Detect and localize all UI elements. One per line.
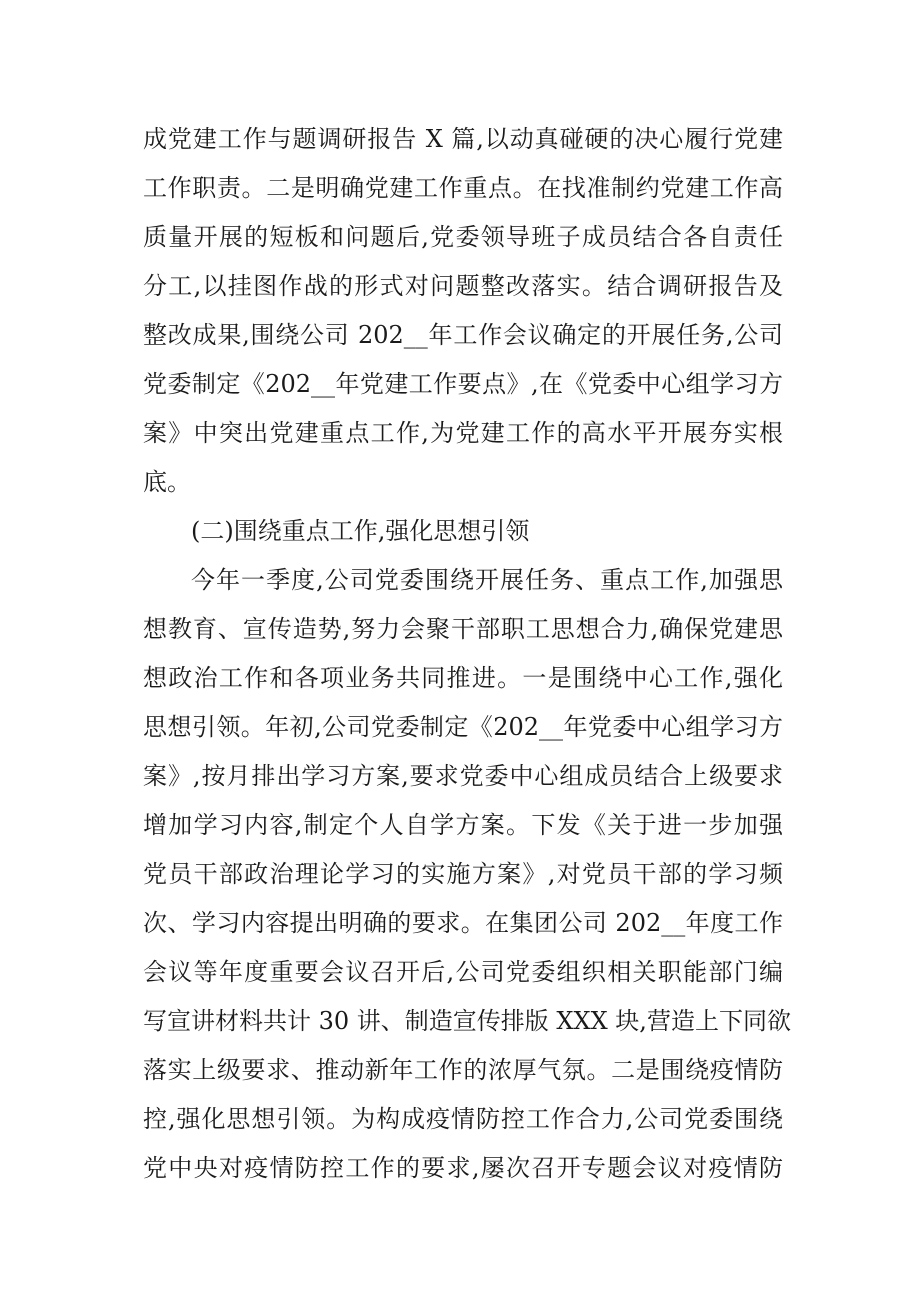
text-line: 分工,以挂图作战的形式对问题整改落实。结合调研报告及 [143, 272, 783, 300]
text-line: 增加学习内容,制定个人自学方案。下发《关于进一步加强 [143, 811, 783, 839]
text-line: 写宣讲材料共计 30 讲、制造宣传排版 XXX 块,营造上下同欲 [143, 1007, 791, 1035]
text-line: 想政治工作和各项业务共同推进。一是围绕中心工作,强化 [143, 664, 783, 692]
text-line: 党中央对疫情防控工作的要求,屡次召开专题会议对疫情防 [143, 1154, 783, 1182]
text-line: 成党建工作与题调研报告 X 篇,以动真碰硬的决心履行党建 [143, 125, 783, 153]
text-line: 控,强化思想引领。为构成疫情防控工作合力,公司党委围绕 [143, 1105, 783, 1133]
text-line: 工作职责。二是明确党建工作重点。在找准制约党建工作高 [143, 174, 783, 202]
text-line: 次、学习内容提出明确的要求。在集团公司 202__年度工作 [143, 909, 783, 937]
text-line: 今年一季度,公司党委围绕开展任务、重点工作,加强思 [191, 566, 783, 594]
text-line: 底。 [143, 468, 191, 496]
text-line: 会议等年度重要会议召开后,公司党委组织相关职能部门编 [143, 958, 783, 986]
text-line: 质量开展的短板和问题后,党委领导班子成员结合各自责任 [143, 223, 783, 251]
text-line: 思想引领。年初,公司党委制定《202__年党委中心组学习方 [143, 713, 783, 741]
paragraph-section-two [143, 556, 791, 1193]
document-body [143, 115, 791, 1193]
section-heading: (二)围绕重点工作,强化思想引领 [191, 517, 530, 545]
text-line: 案》,按月排出学习方案,要求党委中心组成员结合上级要求 [143, 762, 783, 790]
text-line: 案》中突出党建重点工作,为党建工作的高水平开展夯实根 [143, 419, 783, 447]
paragraph-continued [143, 115, 783, 507]
text-line: 党员干部政治理论学习的实施方案》,对党员干部的学习频 [143, 860, 783, 888]
text-line: 落实上级要求、推动新年工作的浓厚气氛。二是围绕疫情防 [143, 1056, 783, 1084]
text-line: 想教育、宣传造势,努力会聚干部职工思想合力,确保党建思 [143, 615, 783, 643]
text-line: 党委制定《202__年党建工作要点》,在《党委中心组学习方 [143, 370, 783, 398]
text-line: 整改成果,围绕公司 202__年工作会议确定的开展任务,公司 [143, 321, 783, 349]
